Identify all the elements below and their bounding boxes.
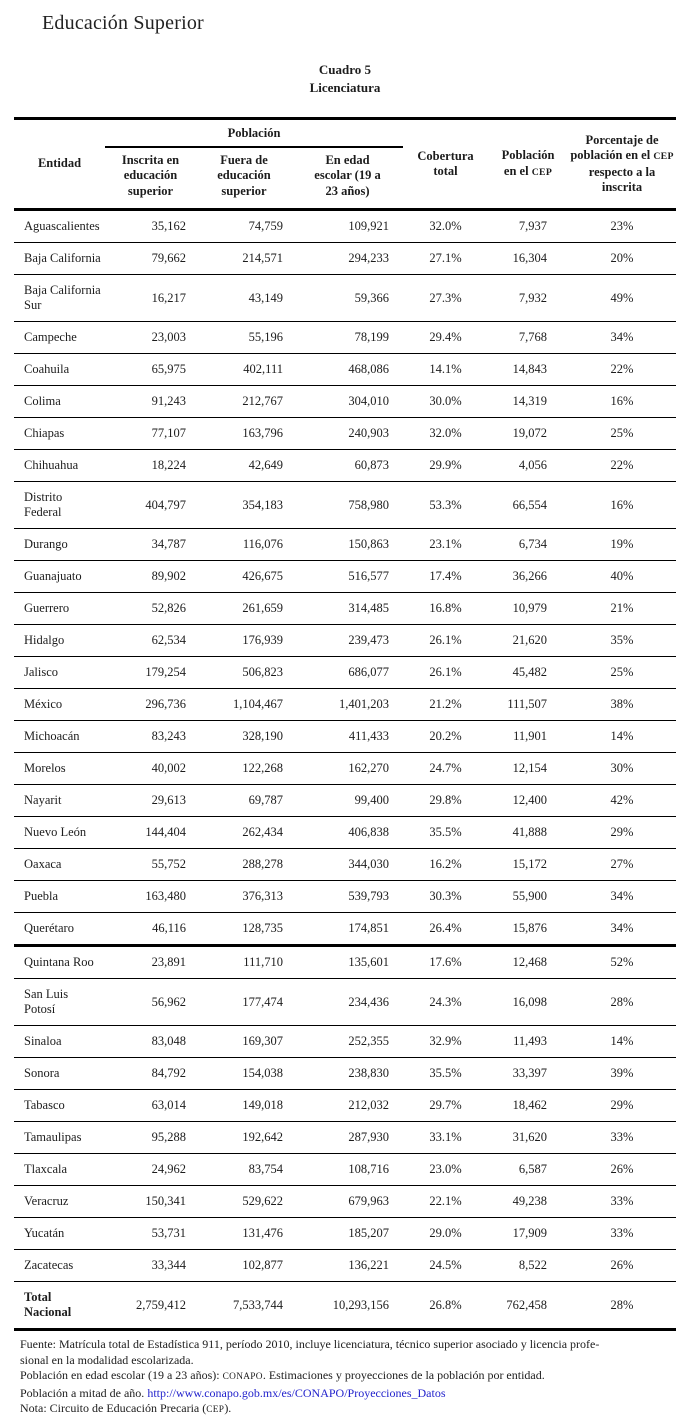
- value-cell: 234,436: [292, 979, 403, 1026]
- table-row: [14, 657, 676, 689]
- value-cell: 29%: [568, 817, 676, 849]
- value-cell: 26.4%: [403, 913, 488, 946]
- entity-cell: Aguascalientes: [14, 210, 105, 243]
- value-cell: 30.0%: [403, 386, 488, 418]
- value-cell: 77,107: [105, 418, 196, 450]
- value-cell: 84,792: [105, 1058, 196, 1090]
- value-cell: 177,474: [196, 979, 292, 1026]
- value-cell: 23.0%: [403, 1154, 488, 1186]
- value-cell: 55,196: [196, 322, 292, 354]
- table-row: [14, 1186, 676, 1218]
- value-cell: 163,480: [105, 881, 196, 913]
- value-cell: 32.0%: [403, 418, 488, 450]
- value-cell: 22%: [568, 354, 676, 386]
- value-cell: 214,571: [196, 243, 292, 275]
- value-cell: 529,622: [196, 1186, 292, 1218]
- value-cell: 20.2%: [403, 721, 488, 753]
- table-row: [14, 881, 676, 913]
- value-cell: 212,032: [292, 1090, 403, 1122]
- value-cell: 21%: [568, 593, 676, 625]
- entity-cell: Nayarit: [14, 785, 105, 817]
- value-cell: 25%: [568, 657, 676, 689]
- value-cell: 53.3%: [403, 482, 488, 529]
- table-row: [14, 322, 676, 354]
- value-cell: 4,056: [488, 450, 568, 482]
- value-cell: 411,433: [292, 721, 403, 753]
- table-row: [14, 721, 676, 753]
- value-cell: 12,154: [488, 753, 568, 785]
- conapo-link[interactable]: http://www.conapo.gob.mx/es/CONAPO/Proyecciones_Datos: [147, 1385, 446, 1400]
- footnote-link-prefix: Población a mitad de año.: [20, 1385, 148, 1400]
- table-row: [14, 210, 676, 243]
- value-cell: 30%: [568, 753, 676, 785]
- table-row: [14, 1090, 676, 1122]
- value-cell: 33.1%: [403, 1122, 488, 1154]
- value-cell: 42,649: [196, 450, 292, 482]
- value-cell: 29%: [568, 1090, 676, 1122]
- value-cell: 16,217: [105, 275, 196, 322]
- column-group-poblacion: Población: [105, 119, 403, 147]
- value-cell: 131,476: [196, 1218, 292, 1250]
- entity-cell: Zacatecas: [14, 1250, 105, 1282]
- value-cell: 6,734: [488, 529, 568, 561]
- value-cell: 762,458: [488, 1282, 568, 1330]
- value-cell: 83,243: [105, 721, 196, 753]
- value-cell: 35.5%: [403, 1058, 488, 1090]
- table-row: [14, 979, 676, 1026]
- table-row: [14, 946, 676, 979]
- value-cell: 14,319: [488, 386, 568, 418]
- value-cell: 29.4%: [403, 322, 488, 354]
- value-cell: 26.8%: [403, 1282, 488, 1330]
- value-cell: 304,010: [292, 386, 403, 418]
- value-cell: 758,980: [292, 482, 403, 529]
- value-cell: 18,224: [105, 450, 196, 482]
- value-cell: 22%: [568, 450, 676, 482]
- table-row: [14, 275, 676, 322]
- entity-cell: Colima: [14, 386, 105, 418]
- value-cell: 89,902: [105, 561, 196, 593]
- value-cell: 136,221: [292, 1250, 403, 1282]
- value-cell: 42%: [568, 785, 676, 817]
- value-cell: 17.4%: [403, 561, 488, 593]
- value-cell: 33%: [568, 1186, 676, 1218]
- table-row: [14, 785, 676, 817]
- value-cell: 28%: [568, 1282, 676, 1330]
- value-cell: 91,243: [105, 386, 196, 418]
- value-cell: 33%: [568, 1218, 676, 1250]
- value-cell: 19,072: [488, 418, 568, 450]
- value-cell: 34,787: [105, 529, 196, 561]
- value-cell: 40,002: [105, 753, 196, 785]
- value-cell: 179,254: [105, 657, 196, 689]
- page-title: Educación Superior: [42, 12, 204, 34]
- value-cell: 36,266: [488, 561, 568, 593]
- value-cell: 406,838: [292, 817, 403, 849]
- value-cell: 63,014: [105, 1090, 196, 1122]
- value-cell: 49,238: [488, 1186, 568, 1218]
- table-row: [14, 1026, 676, 1058]
- value-cell: 14%: [568, 721, 676, 753]
- value-cell: 29.7%: [403, 1090, 488, 1122]
- value-cell: 23,003: [105, 322, 196, 354]
- value-cell: 23,891: [105, 946, 196, 979]
- value-cell: 111,507: [488, 689, 568, 721]
- value-cell: 468,086: [292, 354, 403, 386]
- column-header-poblacion-cep: Población en el CEP: [488, 119, 568, 210]
- value-cell: 99,400: [292, 785, 403, 817]
- value-cell: 62,534: [105, 625, 196, 657]
- value-cell: 46,116: [105, 913, 196, 946]
- table-body: [14, 210, 676, 1330]
- entity-cell: Baja California Sur: [14, 275, 105, 322]
- value-cell: 53,731: [105, 1218, 196, 1250]
- value-cell: 7,937: [488, 210, 568, 243]
- value-cell: 7,768: [488, 322, 568, 354]
- entity-cell: Hidalgo: [14, 625, 105, 657]
- value-cell: 18,462: [488, 1090, 568, 1122]
- value-cell: 240,903: [292, 418, 403, 450]
- table-caption-subtitle: Licenciatura: [309, 80, 381, 95]
- value-cell: 174,851: [292, 913, 403, 946]
- value-cell: 238,830: [292, 1058, 403, 1090]
- value-cell: 14.1%: [403, 354, 488, 386]
- value-cell: 59,366: [292, 275, 403, 322]
- value-cell: 29.0%: [403, 1218, 488, 1250]
- value-cell: 27%: [568, 849, 676, 881]
- footnote-source-line2: sional en la modalidad escolarizada.: [20, 1352, 194, 1367]
- value-cell: 109,921: [292, 210, 403, 243]
- value-cell: 6,587: [488, 1154, 568, 1186]
- table-caption: [0, 61, 690, 97]
- value-cell: 56,962: [105, 979, 196, 1026]
- table-row: [14, 482, 676, 529]
- value-cell: 1,401,203: [292, 689, 403, 721]
- table-row: [14, 450, 676, 482]
- value-cell: 376,313: [196, 881, 292, 913]
- entity-cell: Tamaulipas: [14, 1122, 105, 1154]
- value-cell: 52%: [568, 946, 676, 979]
- entity-cell: San Luis Potosí: [14, 979, 105, 1026]
- entity-cell: Sinaloa: [14, 1026, 105, 1058]
- footnote-conapo: Población en edad escolar (19 a 23 años): CONAPO. Estimaciones y proyecciones de la población por entidad.: [20, 1368, 545, 1382]
- entity-cell: Tabasco: [14, 1090, 105, 1122]
- value-cell: 20%: [568, 243, 676, 275]
- value-cell: 16.8%: [403, 593, 488, 625]
- value-cell: 33,397: [488, 1058, 568, 1090]
- value-cell: 539,793: [292, 881, 403, 913]
- value-cell: 34%: [568, 322, 676, 354]
- value-cell: 122,268: [196, 753, 292, 785]
- table-row: [14, 243, 676, 275]
- value-cell: 31,620: [488, 1122, 568, 1154]
- value-cell: 11,901: [488, 721, 568, 753]
- value-cell: 45,482: [488, 657, 568, 689]
- table-row: [14, 1250, 676, 1282]
- value-cell: 34%: [568, 913, 676, 946]
- value-cell: 19%: [568, 529, 676, 561]
- value-cell: 16%: [568, 482, 676, 529]
- value-cell: 150,341: [105, 1186, 196, 1218]
- value-cell: 212,767: [196, 386, 292, 418]
- value-cell: 16.2%: [403, 849, 488, 881]
- value-cell: 29.9%: [403, 450, 488, 482]
- entity-cell: México: [14, 689, 105, 721]
- value-cell: 12,400: [488, 785, 568, 817]
- table-row: [14, 593, 676, 625]
- table-row: [14, 1058, 676, 1090]
- column-header-edad-escolar: En edad escolar (19 a 23 años): [292, 147, 403, 210]
- value-cell: 185,207: [292, 1218, 403, 1250]
- value-cell: 52,826: [105, 593, 196, 625]
- table-row: [14, 1122, 676, 1154]
- value-cell: 21,620: [488, 625, 568, 657]
- column-header-cobertura: Cobertura total: [403, 119, 488, 210]
- value-cell: 7,932: [488, 275, 568, 322]
- value-cell: 23.1%: [403, 529, 488, 561]
- value-cell: 128,735: [196, 913, 292, 946]
- document-page: [0, 12, 690, 1415]
- value-cell: 27.3%: [403, 275, 488, 322]
- entity-cell: Michoacán: [14, 721, 105, 753]
- value-cell: 14,843: [488, 354, 568, 386]
- value-cell: 176,939: [196, 625, 292, 657]
- value-cell: 354,183: [196, 482, 292, 529]
- value-cell: 10,979: [488, 593, 568, 625]
- entity-cell: Oaxaca: [14, 849, 105, 881]
- value-cell: 135,601: [292, 946, 403, 979]
- entity-cell: Baja California: [14, 243, 105, 275]
- table-header: [14, 119, 676, 210]
- value-cell: 239,473: [292, 625, 403, 657]
- entity-cell: Sonora: [14, 1058, 105, 1090]
- value-cell: 154,038: [196, 1058, 292, 1090]
- table-row: [14, 1218, 676, 1250]
- table-row: [14, 418, 676, 450]
- value-cell: 108,716: [292, 1154, 403, 1186]
- value-cell: 60,873: [292, 450, 403, 482]
- value-cell: 55,752: [105, 849, 196, 881]
- value-cell: 32.9%: [403, 1026, 488, 1058]
- entity-cell: Guanajuato: [14, 561, 105, 593]
- value-cell: 261,659: [196, 593, 292, 625]
- entity-cell: Chiapas: [14, 418, 105, 450]
- value-cell: 16,098: [488, 979, 568, 1026]
- value-cell: 24.5%: [403, 1250, 488, 1282]
- value-cell: 252,355: [292, 1026, 403, 1058]
- value-cell: 34%: [568, 881, 676, 913]
- value-cell: 69,787: [196, 785, 292, 817]
- value-cell: 79,662: [105, 243, 196, 275]
- footnote-link-line: [20, 1386, 674, 1402]
- value-cell: 328,190: [196, 721, 292, 753]
- value-cell: 17.6%: [403, 946, 488, 979]
- table-row: [14, 529, 676, 561]
- value-cell: 1,104,467: [196, 689, 292, 721]
- value-cell: 49%: [568, 275, 676, 322]
- entity-cell: Quintana Roo: [14, 946, 105, 979]
- value-cell: 21.2%: [403, 689, 488, 721]
- value-cell: 17,909: [488, 1218, 568, 1250]
- value-cell: 33,344: [105, 1250, 196, 1282]
- table-row: [14, 386, 676, 418]
- entity-cell: Veracruz: [14, 1186, 105, 1218]
- value-cell: 55,900: [488, 881, 568, 913]
- value-cell: 25%: [568, 418, 676, 450]
- value-cell: 294,233: [292, 243, 403, 275]
- table-row: [14, 753, 676, 785]
- table-row: [14, 849, 676, 881]
- value-cell: 15,876: [488, 913, 568, 946]
- value-cell: 26%: [568, 1154, 676, 1186]
- value-cell: 35%: [568, 625, 676, 657]
- value-cell: 22.1%: [403, 1186, 488, 1218]
- entity-cell: Durango: [14, 529, 105, 561]
- entity-cell: Jalisco: [14, 657, 105, 689]
- value-cell: 35,162: [105, 210, 196, 243]
- entity-cell: Querétaro: [14, 913, 105, 946]
- value-cell: 11,493: [488, 1026, 568, 1058]
- value-cell: 314,485: [292, 593, 403, 625]
- value-cell: 344,030: [292, 849, 403, 881]
- value-cell: 32.0%: [403, 210, 488, 243]
- value-cell: 262,434: [196, 817, 292, 849]
- footnote-nota: Nota: Circuito de Educación Precaria (CEP).: [20, 1401, 232, 1415]
- value-cell: 402,111: [196, 354, 292, 386]
- entity-cell: Chihuahua: [14, 450, 105, 482]
- value-cell: 296,736: [105, 689, 196, 721]
- entity-cell: Guerrero: [14, 593, 105, 625]
- entity-cell: Nuevo León: [14, 817, 105, 849]
- column-header-inscrita: Inscrita en educación superior: [105, 147, 196, 210]
- value-cell: 78,199: [292, 322, 403, 354]
- value-cell: 192,642: [196, 1122, 292, 1154]
- value-cell: 679,963: [292, 1186, 403, 1218]
- value-cell: 26.1%: [403, 657, 488, 689]
- value-cell: 15,172: [488, 849, 568, 881]
- value-cell: 41,888: [488, 817, 568, 849]
- table-row: [14, 561, 676, 593]
- value-cell: 288,278: [196, 849, 292, 881]
- value-cell: 144,404: [105, 817, 196, 849]
- value-cell: 686,077: [292, 657, 403, 689]
- value-cell: 38%: [568, 689, 676, 721]
- column-header-fuera: Fuera de educación superior: [196, 147, 292, 210]
- value-cell: 74,759: [196, 210, 292, 243]
- entity-cell: Tlaxcala: [14, 1154, 105, 1186]
- value-cell: 16%: [568, 386, 676, 418]
- entity-cell: Yucatán: [14, 1218, 105, 1250]
- value-cell: 506,823: [196, 657, 292, 689]
- value-cell: 30.3%: [403, 881, 488, 913]
- value-cell: 83,754: [196, 1154, 292, 1186]
- value-cell: 26.1%: [403, 625, 488, 657]
- table-caption-number: Cuadro 5: [318, 62, 372, 77]
- table-row: [14, 817, 676, 849]
- licenciatura-table: [14, 117, 676, 1331]
- value-cell: 66,554: [488, 482, 568, 529]
- value-cell: 24.3%: [403, 979, 488, 1026]
- value-cell: 28%: [568, 979, 676, 1026]
- value-cell: 27.1%: [403, 243, 488, 275]
- value-cell: 95,288: [105, 1122, 196, 1154]
- value-cell: 149,018: [196, 1090, 292, 1122]
- table-row: [14, 913, 676, 946]
- value-cell: 14%: [568, 1026, 676, 1058]
- table-row: [14, 354, 676, 386]
- value-cell: 24.7%: [403, 753, 488, 785]
- value-cell: 111,710: [196, 946, 292, 979]
- value-cell: 29,613: [105, 785, 196, 817]
- value-cell: 16,304: [488, 243, 568, 275]
- value-cell: 8,522: [488, 1250, 568, 1282]
- value-cell: 12,468: [488, 946, 568, 979]
- value-cell: 102,877: [196, 1250, 292, 1282]
- value-cell: 169,307: [196, 1026, 292, 1058]
- value-cell: 39%: [568, 1058, 676, 1090]
- entity-cell: Total Nacional: [14, 1282, 105, 1330]
- column-header-porcentaje: Porcentaje de población en el CEP respecto a la inscrita: [568, 119, 676, 210]
- value-cell: 150,863: [292, 529, 403, 561]
- value-cell: 26%: [568, 1250, 676, 1282]
- entity-cell: Morelos: [14, 753, 105, 785]
- value-cell: 516,577: [292, 561, 403, 593]
- entity-cell: Coahuila: [14, 354, 105, 386]
- value-cell: 163,796: [196, 418, 292, 450]
- value-cell: 287,930: [292, 1122, 403, 1154]
- value-cell: 116,076: [196, 529, 292, 561]
- table-footnotes: [20, 1337, 674, 1419]
- value-cell: 29.8%: [403, 785, 488, 817]
- column-header-entidad: Entidad: [14, 119, 105, 210]
- entity-cell: Puebla: [14, 881, 105, 913]
- table-row: [14, 689, 676, 721]
- value-cell: 10,293,156: [292, 1282, 403, 1330]
- value-cell: 2,759,412: [105, 1282, 196, 1330]
- value-cell: 426,675: [196, 561, 292, 593]
- value-cell: 65,975: [105, 354, 196, 386]
- entity-cell: Distrito Federal: [14, 482, 105, 529]
- value-cell: 35.5%: [403, 817, 488, 849]
- value-cell: 40%: [568, 561, 676, 593]
- value-cell: 43,149: [196, 275, 292, 322]
- value-cell: 7,533,744: [196, 1282, 292, 1330]
- value-cell: 162,270: [292, 753, 403, 785]
- value-cell: 23%: [568, 210, 676, 243]
- table-row: [14, 625, 676, 657]
- entity-cell: Campeche: [14, 322, 105, 354]
- value-cell: 24,962: [105, 1154, 196, 1186]
- table-row: [14, 1282, 676, 1330]
- table-row: [14, 1154, 676, 1186]
- footnote-source-line1: Fuente: Matrícula total de Estadística 911, período 2010, incluye licenciatura, técnico superior asociado y licencia profe-: [20, 1337, 600, 1351]
- value-cell: 404,797: [105, 482, 196, 529]
- value-cell: 33%: [568, 1122, 676, 1154]
- value-cell: 83,048: [105, 1026, 196, 1058]
